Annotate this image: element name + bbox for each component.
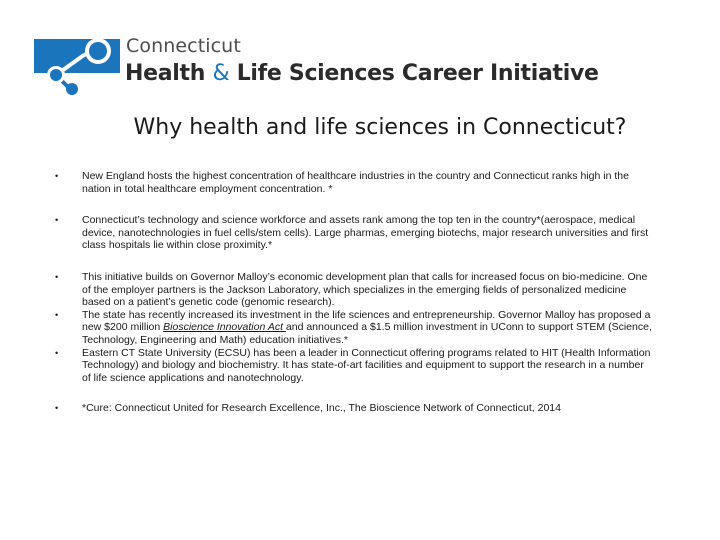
bullet-item <box>55 402 655 415</box>
bullet-text: This initiative builds on Governor Malloy’s economic development plan that calls for increased focus on bio-medicine. One of the employer partners is the Jackson Laboratory, which specializes in the emerging fields of personalized medicine based on a patient’s genetic code (genomic research). <box>82 270 648 309</box>
bullet-text-before: The state has recently increased its investment in the life sciences and entrepreneurship. Governor Malloy has proposed a new $200 million <box>82 308 651 334</box>
bullet-item <box>55 271 655 309</box>
logo-text-health: Health <box>125 61 206 86</box>
bioscience-act-link[interactable]: Bioscience Innovation Act <box>163 321 286 334</box>
logo-text-connecticut: Connecticut <box>126 35 241 57</box>
bullet-text: Eastern CT State University (ECSU) has been a leader in Connecticut offering programs related to HIT (Health Information Technology) and biology and biochemistry. It has state-of-art facilities and equipment to support the research in a number of life science applications and nanotechnology. <box>82 346 651 384</box>
logo-text-initiative <box>125 61 599 86</box>
logo <box>34 33 599 95</box>
bullet-text: *Cure: Connecticut United for Research Excellence, Inc., The Bioscience Network of Connecticut, 2014 <box>82 402 561 415</box>
bullet-dot: • <box>55 171 59 181</box>
slide-title: Why health and life sciences in Connecticut? <box>133 115 627 140</box>
bullet-text: Connecticut’s technology and science workforce and assets rank among the top ten in the country*(aerospace, medical device, nanotechnologies in fuel cells/stem cells). Large pharmas, emerging biotechs, major research universities and first class hospitals lie within close proximity.* <box>82 214 649 252</box>
bullet-item <box>55 347 655 385</box>
bullet-dot: • <box>55 403 59 414</box>
bullet-dot: • <box>55 347 59 358</box>
bullet-list <box>55 170 655 415</box>
logo-text-rest: Life Sciences Career Initiative <box>236 61 599 86</box>
logo-ampersand: & <box>212 61 230 86</box>
bullet-text: New England hosts the highest concentration of healthcare industries in the country and Connecticut ranks high in the nation in total healthcare employment concentration. * <box>82 170 629 195</box>
bullet-item <box>55 309 655 347</box>
bullet-dot: • <box>55 215 59 226</box>
bullet-item <box>55 170 655 195</box>
bullet-item <box>55 214 655 252</box>
logo-molecule-icon <box>34 35 120 95</box>
bullet-dot: • <box>55 271 59 282</box>
bullet-dot: • <box>55 309 59 320</box>
bullet-text-after: and announced a $1.5 million investment in UConn to support STEM (Science, Technology, Engineering and Math) education initiatives.* <box>82 321 652 346</box>
